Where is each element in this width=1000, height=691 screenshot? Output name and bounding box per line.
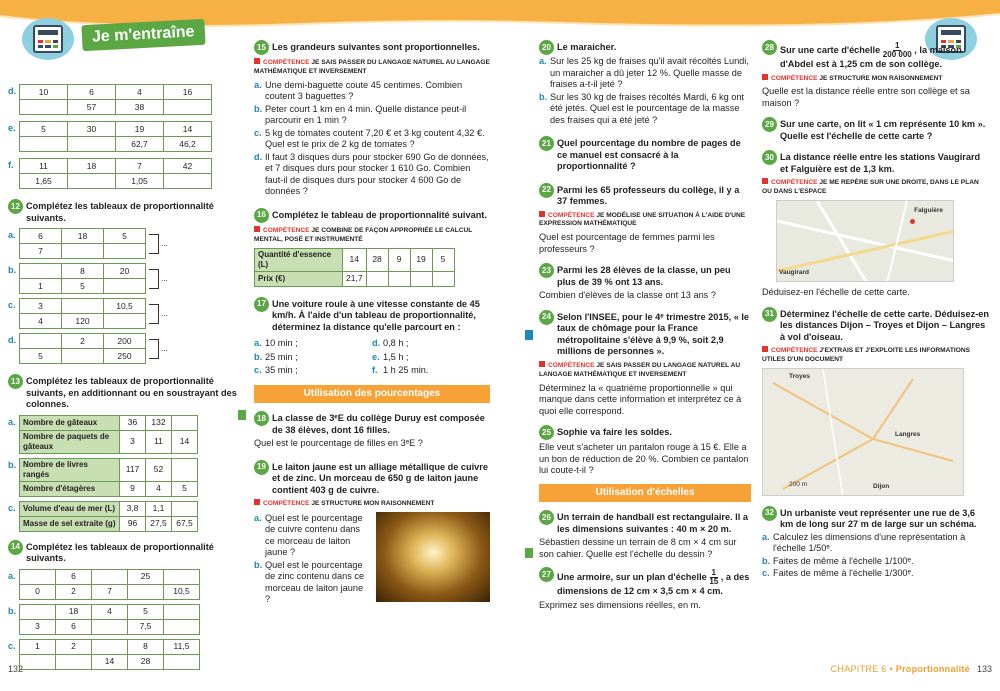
arrow-bracket <box>149 339 159 359</box>
exercise-number: 29 <box>762 117 777 132</box>
exercise-number: 17 <box>254 297 269 312</box>
exercise-title: La distance réelle entre les stations Vaugirard et Falguière est de 1,3 km. <box>780 152 981 174</box>
map-label-dijon: Dijon <box>873 482 890 490</box>
exercise-number: 15 <box>254 40 269 55</box>
exercise-number: 22 <box>539 183 554 198</box>
question-text: Quel est le pourcentage de filles en 3ᵉE ? <box>254 438 423 449</box>
exercise-number: 31 <box>762 307 777 322</box>
map-label-troyes: Troyes <box>789 372 810 380</box>
prop-table: Nombre de gâteaux 36 132 Nombre de paquets de gâteaux 3 11 14 <box>19 415 198 454</box>
page-title: Je m'entraîne <box>81 19 205 51</box>
paris-map <box>776 200 954 282</box>
question-text: Quelle est la distance réelle entre son collège et sa maison ? <box>762 86 970 108</box>
question-d: d. 0,8 h ; <box>372 338 409 349</box>
prop-table: 6 25 0 2 7 10,5 <box>19 569 200 600</box>
exercise-24 <box>539 310 751 417</box>
table-c: c. Volume d'eau de mer (L) 3,8 1,1 Masse de sel extraite (g) 96 27,5 67,5 <box>8 501 240 532</box>
exercise-title: Une voiture roule à une vitesse constante de 45 km/h. À l'aide d'un tableau de proportionnalité, déterminez la distance qu'elle parcourt en : <box>272 298 480 332</box>
question-b: b. Peter court 1 km en 4 min. Quelle distance peut-il parcourir en 1 min ? <box>254 103 467 126</box>
question-text: Sébastien dessine un terrain de 8 cm × 4 cm sur son cahier. Quelle est l'échelle du dessin ? <box>539 537 737 559</box>
exercise-title: Le laiton jaune est un alliage métallique de cuivre et de zinc. Un morceau de 650 g de laiton jaune contient 403 g de cuivre. <box>272 461 488 495</box>
table-d: d. 10 6 4 16 57 38 <box>8 84 240 115</box>
exercise-15 <box>254 40 490 198</box>
bookmark-flag-icon <box>238 410 246 420</box>
table-b: b. 18 4 5 3 6 7,5 <box>8 604 240 635</box>
table-b: b. 8 20 1 5 ... <box>8 263 240 294</box>
bookmark-flag-icon <box>525 330 533 340</box>
exercise-23 <box>539 263 751 302</box>
exercise-number: 26 <box>539 510 554 525</box>
table-f: f. 11 18 7 42 1,65 1,05 <box>8 158 240 189</box>
burgundy-map <box>762 368 964 496</box>
exercise-title: Les grandeurs suivantes sont proportionnelles. <box>272 42 480 52</box>
prop-table: 5 30 19 14 62,7 46,2 <box>19 121 212 152</box>
exercise-title: Sophie va faire les soldes. <box>557 427 672 438</box>
exercise-number: 13 <box>8 374 23 389</box>
competence-tag: COMPÉTENCE JE STRUCTURE MON RAISONNEMENT <box>254 499 490 509</box>
exercise-title: Sur une carte, on lit « 1 cm représente 10 km ». Quelle est l'échelle de cette carte ? <box>780 119 986 141</box>
exercise-title: Quel pourcentage du nombre de pages de ce manuel est consacré à la proportionnalité ? <box>557 138 741 171</box>
table-a: a. 6 25 0 2 7 10,5 <box>8 569 240 600</box>
question-c: c. Faites de même à l'échelle 1/300ᵉ. <box>762 568 914 579</box>
exercise-title: Parmi les 65 professeurs du collège, il y a 37 femmes. <box>557 184 740 206</box>
competence-tag: COMPÉTENCE JE COMBINE DE FAÇON APPROPRIÉE LE CALCUL MENTAL, POSÉ ET INSTRUMENTÉ <box>254 226 473 243</box>
prop-table: Quantité d'essence (L) 14 28 9 19 5 Prix (€) 21,7 <box>254 248 455 287</box>
arrow-bracket <box>149 234 159 254</box>
exercise-29 <box>762 117 990 142</box>
map-scale: 200 m <box>789 480 808 488</box>
calculator-logo-left <box>22 18 74 60</box>
exercise-20 <box>539 40 751 126</box>
exercise-12 <box>8 199 240 364</box>
scale-fraction: $\frac{1}{15}$ <box>709 568 719 587</box>
competence-tag: COMPÉTENCE JE ME REPÈRE SUR UNE DROITE, DANS LE PLAN OU DANS L'ESPACE <box>762 179 979 196</box>
exercise-number: 28 <box>762 40 777 55</box>
exercise-21 <box>539 136 751 173</box>
prop-table: 8 20 1 5 <box>19 263 146 294</box>
exercise-26 <box>539 510 751 560</box>
scale-fraction: $\frac{1}{200 000}$ <box>882 41 912 59</box>
exercise-number: 14 <box>8 540 23 555</box>
page-number-left: 132 <box>8 663 24 674</box>
prop-table: 10 6 4 16 57 38 <box>19 84 212 115</box>
column-1 <box>8 80 240 677</box>
exercise-28 <box>762 40 990 109</box>
question-text: Elle veut s'acheter un pantalon rouge à 15 €. Elle a un bon de réduction de 20 %. Combien ce pantalon lui coute-t-il ? <box>539 442 749 476</box>
question-text: Quel est pourcentage de femmes parmi les professeurs ? <box>539 232 715 254</box>
question-c: c. 5 kg de tomates coutent 7,20 € et 3 kg coutent 4,32 €. Quel est le prix de 2 kg de tomates ? <box>254 127 485 150</box>
exercise-number: 18 <box>254 411 269 426</box>
column-4 <box>762 40 990 587</box>
exercise-number: 20 <box>539 40 554 55</box>
table-b: b. Nombre de livres rangés 117 52 Nombre d'étagères 9 4 5 <box>8 458 240 497</box>
exercise-30 <box>762 150 990 298</box>
exercise-title: Complétez les tableaux de proportionnalité suivants, en additionnant ou en soustrayant des colonnes. <box>26 376 237 409</box>
exercise-32 <box>762 506 990 580</box>
prop-table: 2 200 5 250 <box>19 333 146 364</box>
exercise-18 <box>254 411 490 450</box>
exercise-number: 30 <box>762 150 777 165</box>
exercise-number: 12 <box>8 199 23 214</box>
chapter-footer: CHAPITRE 6 • Proportionnalité <box>830 663 970 674</box>
table-e: e. 5 30 19 14 62,7 46,2 <box>8 121 240 152</box>
map-label-falguiere: Falguière <box>914 207 943 215</box>
question-text: Combien d'élèves de la classe ont 13 ans ? <box>539 290 716 301</box>
bookmark-flag-icon <box>525 548 533 558</box>
question-b: b. Faites de même à l'échelle 1/100ᵉ. <box>762 555 914 566</box>
exercise-number: 19 <box>254 460 269 475</box>
question-a: a. 10 min ; <box>254 338 298 349</box>
prop-table: 11 18 7 42 1,65 1,05 <box>19 158 212 189</box>
competence-tag: COMPÉTENCE JE STRUCTURE MON RAISONNEMENT <box>762 74 990 84</box>
competence-tag: COMPÉTENCE JE MODÉLISE UNE SITUATION À L'AIDE D'UNE EXPRESSION MATHÉMATIQUE <box>539 211 746 228</box>
prop-table: 3 10,5 4 120 <box>19 298 146 329</box>
question-a: a. Une demi-baguette coute 45 centimes. Combien coutent 3 baguettes ? <box>254 79 463 102</box>
arrow-bracket <box>149 304 159 324</box>
table-a: a. 6 18 5 7 ... <box>8 228 240 259</box>
exercise-number: 16 <box>254 208 269 223</box>
table-a: a. Nombre de gâteaux 36 132 Nombre de paquets de gâteaux 3 11 14 <box>8 415 240 454</box>
exercise-title: Déterminez l'échelle de cette carte. Déduisez-en les distances Dijon – Troyes et Dijon – Langres à vol d'oiseau. <box>780 308 989 342</box>
exercise-number: 24 <box>539 310 554 325</box>
column-3 <box>539 40 751 618</box>
competence-tag: COMPÉTENCE JE SAIS PASSER DU LANGAGE NATUREL AU LANGAGE MATHÉMATIQUE ET INVERSEMENT <box>539 361 741 378</box>
question-b: b. Sur les 30 kg de fraises récoltés Mardi, 6 kg ont été jetés. Quel est le pourcentage de la masse des fraises qui a été jeté ? <box>539 91 745 125</box>
exercise-title: Selon l'INSEE, pour le 4ᵉ trimestre 2015, « le taux de chômage pour la France métropolitaine s'élève à 9,9 %, soit 2,9 millions de personnes ». <box>557 311 750 357</box>
exercise-title: Complétez les tableaux de proportionnalité suivants. <box>26 541 214 563</box>
competence-tag: COMPÉTENCE J'EXTRAIS ET J'EXPLOITE LES INFORMATIONS UTILES D'UN DOCUMENT <box>762 347 971 364</box>
exercise-title: Un terrain de handball est rectangulaire. Il a les dimensions suivantes : 40 m × 20 m. <box>557 512 748 534</box>
table-c: c. 1 2 8 11,5 14 28 <box>8 639 240 670</box>
question-text: Exprimez ses dimensions réelles, en m. <box>539 599 701 610</box>
exercise-number: 27 <box>539 567 554 582</box>
question-d: d. Il faut 3 disques durs pour stocker 690 Go de données, et 7 disques durs pour stocker 1 610 Go. Combien faut-il de disques durs pour stocker 4 600 Go de données ? <box>254 151 489 197</box>
prop-table: 18 4 5 3 6 7,5 <box>19 604 200 635</box>
exercise-22 <box>539 183 751 256</box>
prop-table: 1 2 8 11,5 14 28 <box>19 639 200 670</box>
top-tables <box>8 84 240 189</box>
question-c: c. 35 min ; <box>254 365 298 376</box>
exercise-title: Complétez les tableaux de proportionnalité suivants. <box>26 201 214 223</box>
exercise-17 <box>254 297 490 378</box>
exercise-31 <box>762 307 990 496</box>
question-a: a. Quel est le pourcentage de cuivre contenu dans ce morceau de laiton jaune ? <box>254 512 363 558</box>
question-e: e. 1,5 h ; <box>372 351 409 362</box>
question-text: Déterminez la « quatrième proportionnelle » qui manque dans cette information et interprétez ce à quoi elle correspond. <box>539 382 742 416</box>
exercise-16 <box>254 208 490 287</box>
exercise-title: Complétez le tableau de proportionnalité suivant. <box>272 209 487 220</box>
map-label-vaugirard: Vaugirard <box>779 269 809 277</box>
exercise-19 <box>254 460 490 607</box>
brass-photo <box>376 512 490 602</box>
calculator-icon <box>33 25 63 53</box>
exercise-title: Un urbaniste veut représenter une rue de 3,6 km de long sur 27 m de large sur un schéma. <box>780 507 977 530</box>
competence-tag: COMPÉTENCE JE SAIS PASSER DU LANGAGE NATUREL AU LANGAGE MATHÉMATIQUE ET INVERSEMENT <box>254 59 490 75</box>
question-a: a. Calculez les dimensions d'une représentation à l'échelle 1/50ᵉ. <box>762 531 966 554</box>
question-b: b. 25 min ; <box>254 351 298 362</box>
map-label-langres: Langres <box>895 430 921 438</box>
exercise-number: 25 <box>539 425 554 440</box>
table-c: c. 3 10,5 4 120 ... <box>8 298 240 329</box>
prop-table: Volume d'eau de mer (L) 3,8 1,1 Masse de sel extraite (g) 96 27,5 67,5 <box>19 501 198 532</box>
exercise-27 <box>539 567 751 611</box>
exercise-title: Parmi les 28 élèves de la classe, un peu plus de 39 % ont 13 ans. <box>557 265 731 287</box>
question-a: a. Sur les 25 kg de fraises qu'il avait récoltés Lundi, un maraicher a dû jeter 12 %. Quelle masse de fraises a-t-il jeté ? <box>539 56 749 89</box>
page-number-right: 133 <box>976 663 992 674</box>
exercise-number: 32 <box>762 506 777 521</box>
arrow-bracket <box>149 269 159 289</box>
exercise-title: Le maraicher. <box>557 42 617 52</box>
exercise-13 <box>8 374 240 532</box>
exercise-14 <box>8 540 240 670</box>
question-f: f. 1 h 25 min. <box>372 365 429 376</box>
question-b: b. Quel est le pourcentage de zinc contenu dans ce morceau de laiton jaune ? <box>254 559 365 605</box>
exercise-title: La classe de 3ᵉE du collège Duruy est composée de 38 élèves, dont 16 filles. <box>272 413 485 435</box>
exercise-title: Sur une carte d'échelle $\frac{1}{200 000}$ , la maison d'Abdel est à 1,25 cm de son collège. <box>780 41 962 69</box>
section-band-percentages: Utilisation des pourcentages <box>254 385 490 404</box>
question-text: Déduisez-en l'échelle de cette carte. <box>762 287 910 298</box>
exercise-number: 23 <box>539 263 554 278</box>
exercise-25 <box>539 425 751 477</box>
table-d: d. 2 200 5 250 ... <box>8 333 240 364</box>
section-band-scales: Utilisation d'échelles <box>539 484 751 503</box>
prop-table: Nombre de livres rangés 117 52 Nombre d'étagères 9 4 5 <box>19 458 198 497</box>
prop-table: 6 18 5 7 <box>19 228 146 259</box>
column-2 <box>254 40 490 614</box>
map-roads <box>763 369 964 496</box>
exercise-title: Une armoire, sur un plan d'échelle $\frac{1}{15}$ , a des dimensions de 12 cm × 3,5 cm × 4 cm. <box>557 568 750 597</box>
exercise-number: 21 <box>539 136 554 151</box>
